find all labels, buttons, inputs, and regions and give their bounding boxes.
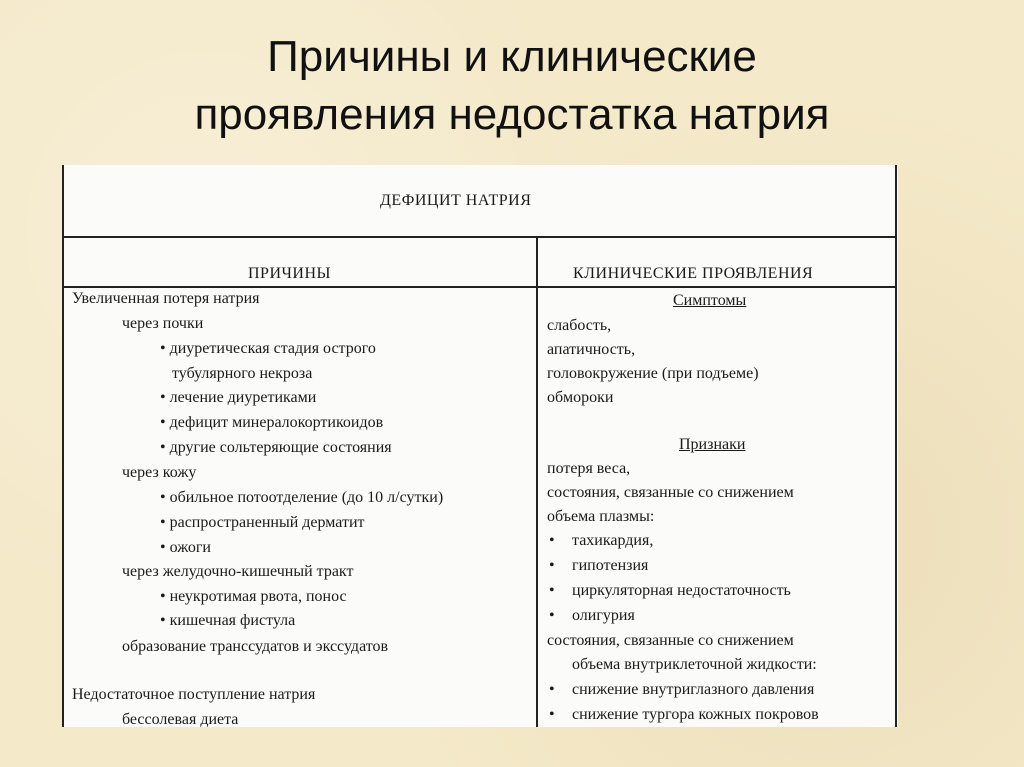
table-header: ДЕФИЦИТ НАТРИЯ	[380, 192, 532, 209]
bullet: •	[549, 582, 555, 599]
symptoms-title: Симптомы	[673, 292, 747, 309]
column-header-causes: ПРИЧИНЫ	[248, 265, 331, 282]
cause-line: • другие сольтеряющие состояния	[160, 439, 392, 456]
symptom-line: головокружение (при подъеме)	[547, 365, 759, 382]
cause-line: тубулярного некроза	[172, 365, 313, 382]
sodium-deficit-table	[62, 165, 898, 727]
sign-line: объема плазмы:	[547, 508, 655, 525]
sign-line: снижение тургора кожных покровов	[572, 706, 819, 723]
cause-line: • кишечная фистула	[160, 612, 296, 629]
cause-line: образование транссудатов и экссудатов	[122, 638, 389, 655]
cause-line: бессолевая диета	[122, 711, 239, 727]
sign-line: состояния, связанные со снижением	[547, 484, 794, 501]
sign-line: гипотензия	[572, 557, 649, 574]
sign-line: снижение внутриглазного давления	[572, 681, 815, 698]
bullet: •	[549, 681, 555, 698]
cause-line: • обильное потоотделение (до 10 л/сутки)	[160, 489, 444, 506]
slide-title-line-1: Причины и клинические	[267, 32, 757, 81]
table-header-rule	[62, 236, 897, 238]
table-left-border	[62, 165, 64, 727]
bullet: •	[549, 557, 555, 574]
sign-line: объема внутриклеточной жидкости:	[572, 656, 817, 673]
slide-title-line-2: проявления недостатка натрия	[194, 90, 830, 139]
column-header-clinical: КЛИНИЧЕСКИЕ ПРОЯВЛЕНИЯ	[573, 265, 814, 282]
cause-line: • лечение диуретиками	[160, 389, 317, 406]
cause-line: • дефицит минералокортикоидов	[160, 414, 384, 431]
table-right-border	[895, 165, 897, 727]
table-columns-rule	[62, 286, 897, 288]
sign-line: состояния, связанные со снижением	[547, 632, 794, 649]
cause-line: Увеличенная потеря натрия	[72, 290, 260, 307]
sign-line: олигурия	[572, 607, 635, 624]
cause-line: • ожоги	[160, 539, 211, 556]
cause-line: через кожу	[122, 464, 197, 481]
bullet: •	[549, 532, 555, 549]
cause-line: • распространенный дерматит	[160, 514, 365, 531]
sign-line: тахикардия,	[572, 532, 654, 549]
symptom-line: слабость,	[547, 317, 612, 334]
symptom-line: обмороки	[547, 389, 614, 406]
sign-line: потеря веса,	[547, 460, 631, 477]
bullet: •	[549, 706, 555, 723]
sign-line: циркуляторная недостаточность	[572, 582, 791, 599]
cause-line: • диуретическая стадия острого	[160, 340, 376, 357]
bullet: •	[549, 607, 555, 624]
signs-title: Признаки	[679, 436, 746, 453]
slide-title	[0, 28, 1024, 144]
cause-line: через почки	[122, 315, 204, 332]
cause-line: • неукротимая рвота, понос	[160, 588, 347, 605]
cause-line: Недостаточное поступление натрия	[72, 686, 316, 703]
symptom-line: апатичность,	[547, 341, 636, 358]
table-column-divider	[536, 237, 538, 727]
cause-line: через желудочно-кишечный тракт	[122, 563, 354, 580]
